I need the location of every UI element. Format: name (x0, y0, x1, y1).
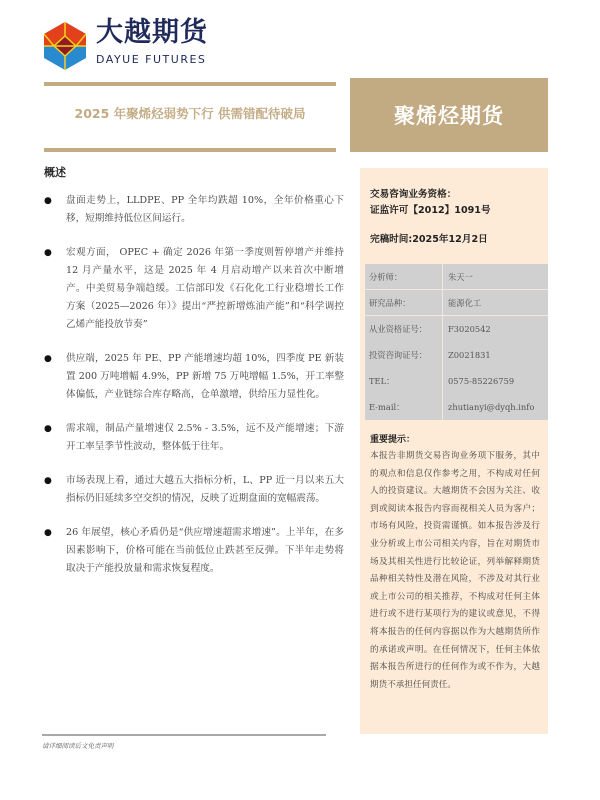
table-row: 投资咨询证号： Z0021831 (365, 342, 548, 368)
notice-heading: 重要提示： (370, 435, 416, 445)
summary-bullet: ● 宏观方面， OPEC + 确定 2026 年第一季度则暂停增产并维持 12 月产量水平，这是 2025 年 4 月启动增产以来首次中断增产。中美贸易争端趋缓。工信部印发《石化化工行业稳增长工作方案（2025—2026 年）》提出“严控新增炼油产能”和“科学调控乙烯产能投放节奏” (44, 244, 344, 334)
summary-heading: 概述 (44, 166, 66, 179)
table-row: TEL： 0575-85226759 (365, 368, 548, 394)
bullet-icon: ● (44, 424, 52, 434)
notice-text: 本报告非期货交易咨询业务项下服务，其中的观点和信息仅作参考之用，不构成对任何人的投资建议。大越期货不会因为关注、收到或阅读本报告内容而视相关人员为客户；市场有风险，投资需谨慎。如本报告涉及行业分析或上市公司相关内容，旨在对期货市场及其相关性进行比较论证，列举解释期货品种相关特性及潜在风险，不涉及对其行业或上市公司的相关推荐，不构成对任何主体进行或不进行某项行为的建议或意见，不得将本报告的任何内容据以作为大越期货所作的承诺或声明。在任何情况下，任何主体依据本报告所进行的任何作为或不作为，大越期货不承担任何责任。 (370, 451, 540, 690)
summary-bullet: ● 盘面走势上，LLDPE、PP 全年均跌超 10%，全年价格重心下移，短期维持低位区间运行。 (44, 192, 344, 228)
table-row: 研究品种： 能源化工 (365, 290, 548, 316)
summary-bullet: ● 需求端，制品产量增速仅 2.5% - 3.5%，远不及产能增速；下游开工率呈季节性波动，整体低于往年。 (44, 420, 344, 456)
summary-list (44, 192, 344, 578)
bullet-icon: ● (44, 248, 52, 258)
bullet-icon: ● (44, 528, 52, 538)
qualification-label: 交易咨询业务资格： (370, 189, 457, 200)
footer-note: 请详细阅读后文免责声明 (42, 742, 114, 750)
company-logo-icon (42, 20, 88, 72)
summary-bullet: ● 26 年展望，核心矛盾仍是“供应增速超需求增速”。上半年，在多因素影响下，价格可能在当前低位止跌甚至反弹。下半年走势将取决于产能投放量和需求恢复程度。 (44, 524, 344, 578)
bullet-icon: ● (44, 196, 52, 206)
bullet-icon: ● (44, 354, 52, 364)
qualification-value: 证监许可【2012】1091号 (370, 205, 491, 216)
report-title: 2025 年聚烯烃弱势下行 供需错配待破局 (74, 106, 306, 121)
table-row: E-mail： zhutianyi@dyqh.info (365, 394, 548, 420)
footer-divider (42, 734, 326, 736)
brand-name: 大越期货 (96, 17, 208, 48)
summary-bullet: ● 市场表现上看，通过大越五大指标分析，L、PP 近一月以来五大指标仍旧延续多空交织的情况，反映了近期盘面的宽幅震荡。 (44, 472, 344, 508)
analyst-info-table (365, 264, 548, 420)
email-link[interactable]: zhutianyi@dyqh.info (448, 402, 535, 412)
category-banner: 聚烯烃期货 (350, 78, 548, 152)
table-row: 分析师： 朱天一 (365, 264, 548, 290)
brand-name-en: DAYUE FUTURES (96, 53, 207, 66)
divider (44, 148, 336, 152)
divider (44, 82, 336, 86)
bullet-icon: ● (44, 476, 52, 486)
completion-date: 完稿时间:2025年12月2日 (370, 234, 488, 245)
table-row: 从业资格证号： F3020542 (365, 316, 548, 342)
summary-bullet: ● 供应端，2025 年 PE、PP 产能增速均超 10%，四季度 PE 新装置 200 万吨增幅 4.9%，PP 新增 75 万吨增幅 1.5%，开工率整体偏低，产业链综合库存略高，仓单激增，供给压力显性化。 (44, 350, 344, 404)
